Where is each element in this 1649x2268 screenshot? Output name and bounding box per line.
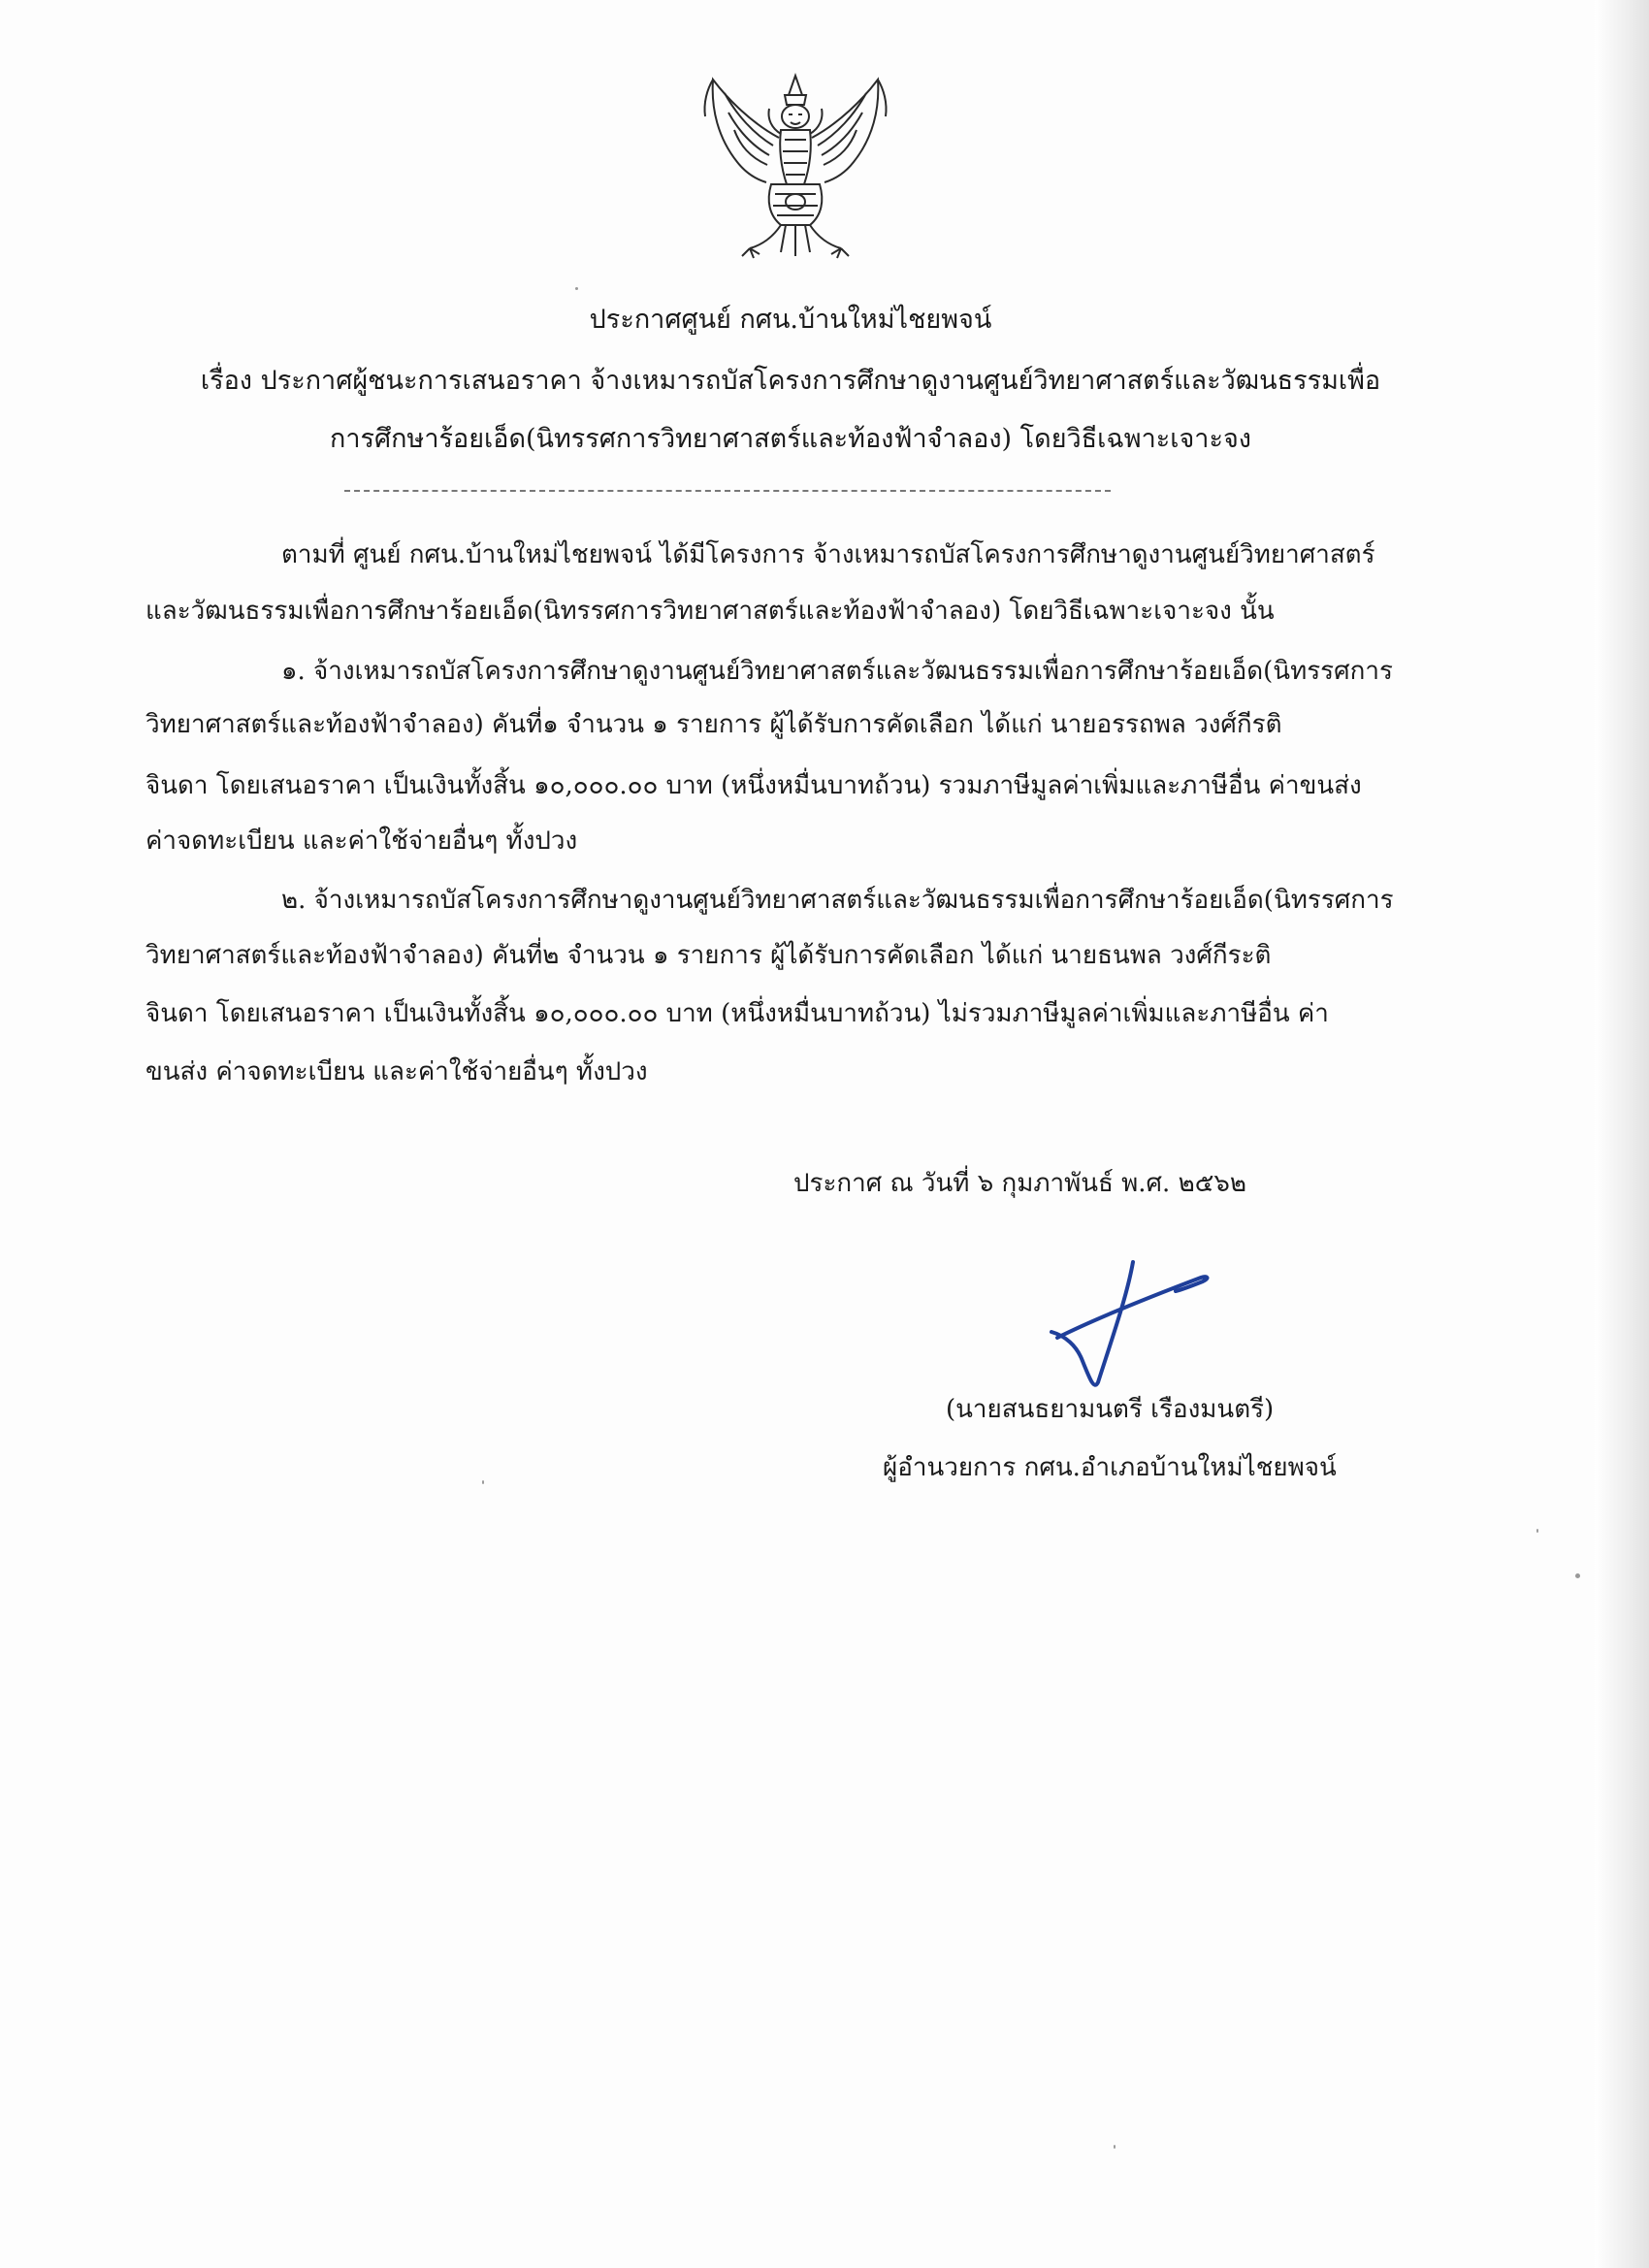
scan-speck (482, 1480, 484, 1484)
scan-speck (1536, 1529, 1538, 1533)
item2-line-3: จินดา โดยเสนอราคา เป็นเงินทั้งสิ้น ๑๐,๐๐๐.๐๐ บาท (หนึ่งหมื่นบาทถ้วน) ไม่รวมภาษีมูลค่าเพิ่มและภาษีอื่น ค่า (146, 999, 1329, 1028)
header-divider (344, 490, 1111, 492)
item2-line-2: วิทยาศาสตร์และท้องฟ้าจำลอง) คันที่๒ จำนวน ๑ รายการ ผู้ได้รับการคัดเลือก ได้แก่ นายธนพล วงศ์กีระติ (146, 941, 1272, 970)
scan-speck (1575, 1573, 1580, 1578)
intro-line-2: และวัฒนธรรมเพื่อการศึกษาร้อยเอ็ด(นิทรรศการวิทยาศาสตร์และท้องฟ้าจำลอง) โดยวิธีเฉพาะเจาะจง นั้น (146, 597, 1275, 626)
intro-line-1: ตามที่ ศูนย์ กศน.บ้านใหม่ไชยพจน์ ได้มีโครงการ จ้างเหมารถบัสโครงการศึกษาดูงานศูนย์วิทยาศาสตร์ (281, 540, 1375, 569)
item2-line-4: ขนส่ง ค่าจดทะเบียน และค่าใช้จ่ายอื่นๆ ทั้งปวง (146, 1057, 648, 1086)
scan-speck (575, 287, 578, 290)
signer-name: (นายสนธยามนตรี เรืองมนตรี) (946, 1395, 1275, 1424)
item2-line-1: ๒. จ้างเหมารถบัสโครงการศึกษาดูงานศูนย์วิทยาศาสตร์และวัฒนธรรมเพื่อการศึกษาร้อยเอ็ด(นิทรรศการ (281, 886, 1394, 915)
item1-line-4: ค่าจดทะเบียน และค่าใช้จ่ายอื่นๆ ทั้งปวง (146, 826, 578, 856)
item1-line-3: จินดา โดยเสนอราคา เป็นเงินทั้งสิ้น ๑๐,๐๐๐.๐๐ บาท (หนึ่งหมื่นบาทถ้วน) รวมภาษีมูลค่าเพิ่มและภาษีอื่น ค่าขนส่ง (146, 771, 1362, 800)
subject-line-2: การศึกษาร้อยเอ็ด(นิทรรศการวิทยาศาสตร์และท้องฟ้าจำลอง) โดยวิธีเฉพาะเจาะจง (330, 424, 1251, 454)
document-title: ประกาศศูนย์ กศน.บ้านใหม่ไชยพจน์ (589, 305, 992, 335)
scan-speck (1114, 2145, 1116, 2149)
signer-position: ผู้อำนวยการ กศน.อำเภอบ้านใหม่ไชยพจน์ (883, 1453, 1337, 1482)
garuda-emblem-icon (684, 70, 907, 264)
signature-icon (1038, 1256, 1222, 1392)
scan-edge-shadow (1595, 0, 1649, 2268)
item1-line-2: วิทยาศาสตร์และท้องฟ้าจำลอง) คันที่๑ จำนวน ๑ รายการ ผู้ได้รับการคัดเลือก ได้แก่ นายอรรถพล วงศ์กีรติ (146, 710, 1282, 739)
announce-date: ประกาศ ณ วันที่ ๖ กุมภาพันธ์ พ.ศ. ๒๕๖๒ (793, 1169, 1247, 1198)
item1-line-1: ๑. จ้างเหมารถบัสโครงการศึกษาดูงานศูนย์วิทยาศาสตร์และวัฒนธรรมเพื่อการศึกษาร้อยเอ็ด(นิทรรศการ (281, 657, 1393, 686)
subject-line-1: เรื่อง ประกาศผู้ชนะการเสนอราคา จ้างเหมารถบัสโครงการศึกษาดูงานศูนย์วิทยาศาสตร์และวัฒนธรรมเพื่อ (200, 366, 1381, 396)
